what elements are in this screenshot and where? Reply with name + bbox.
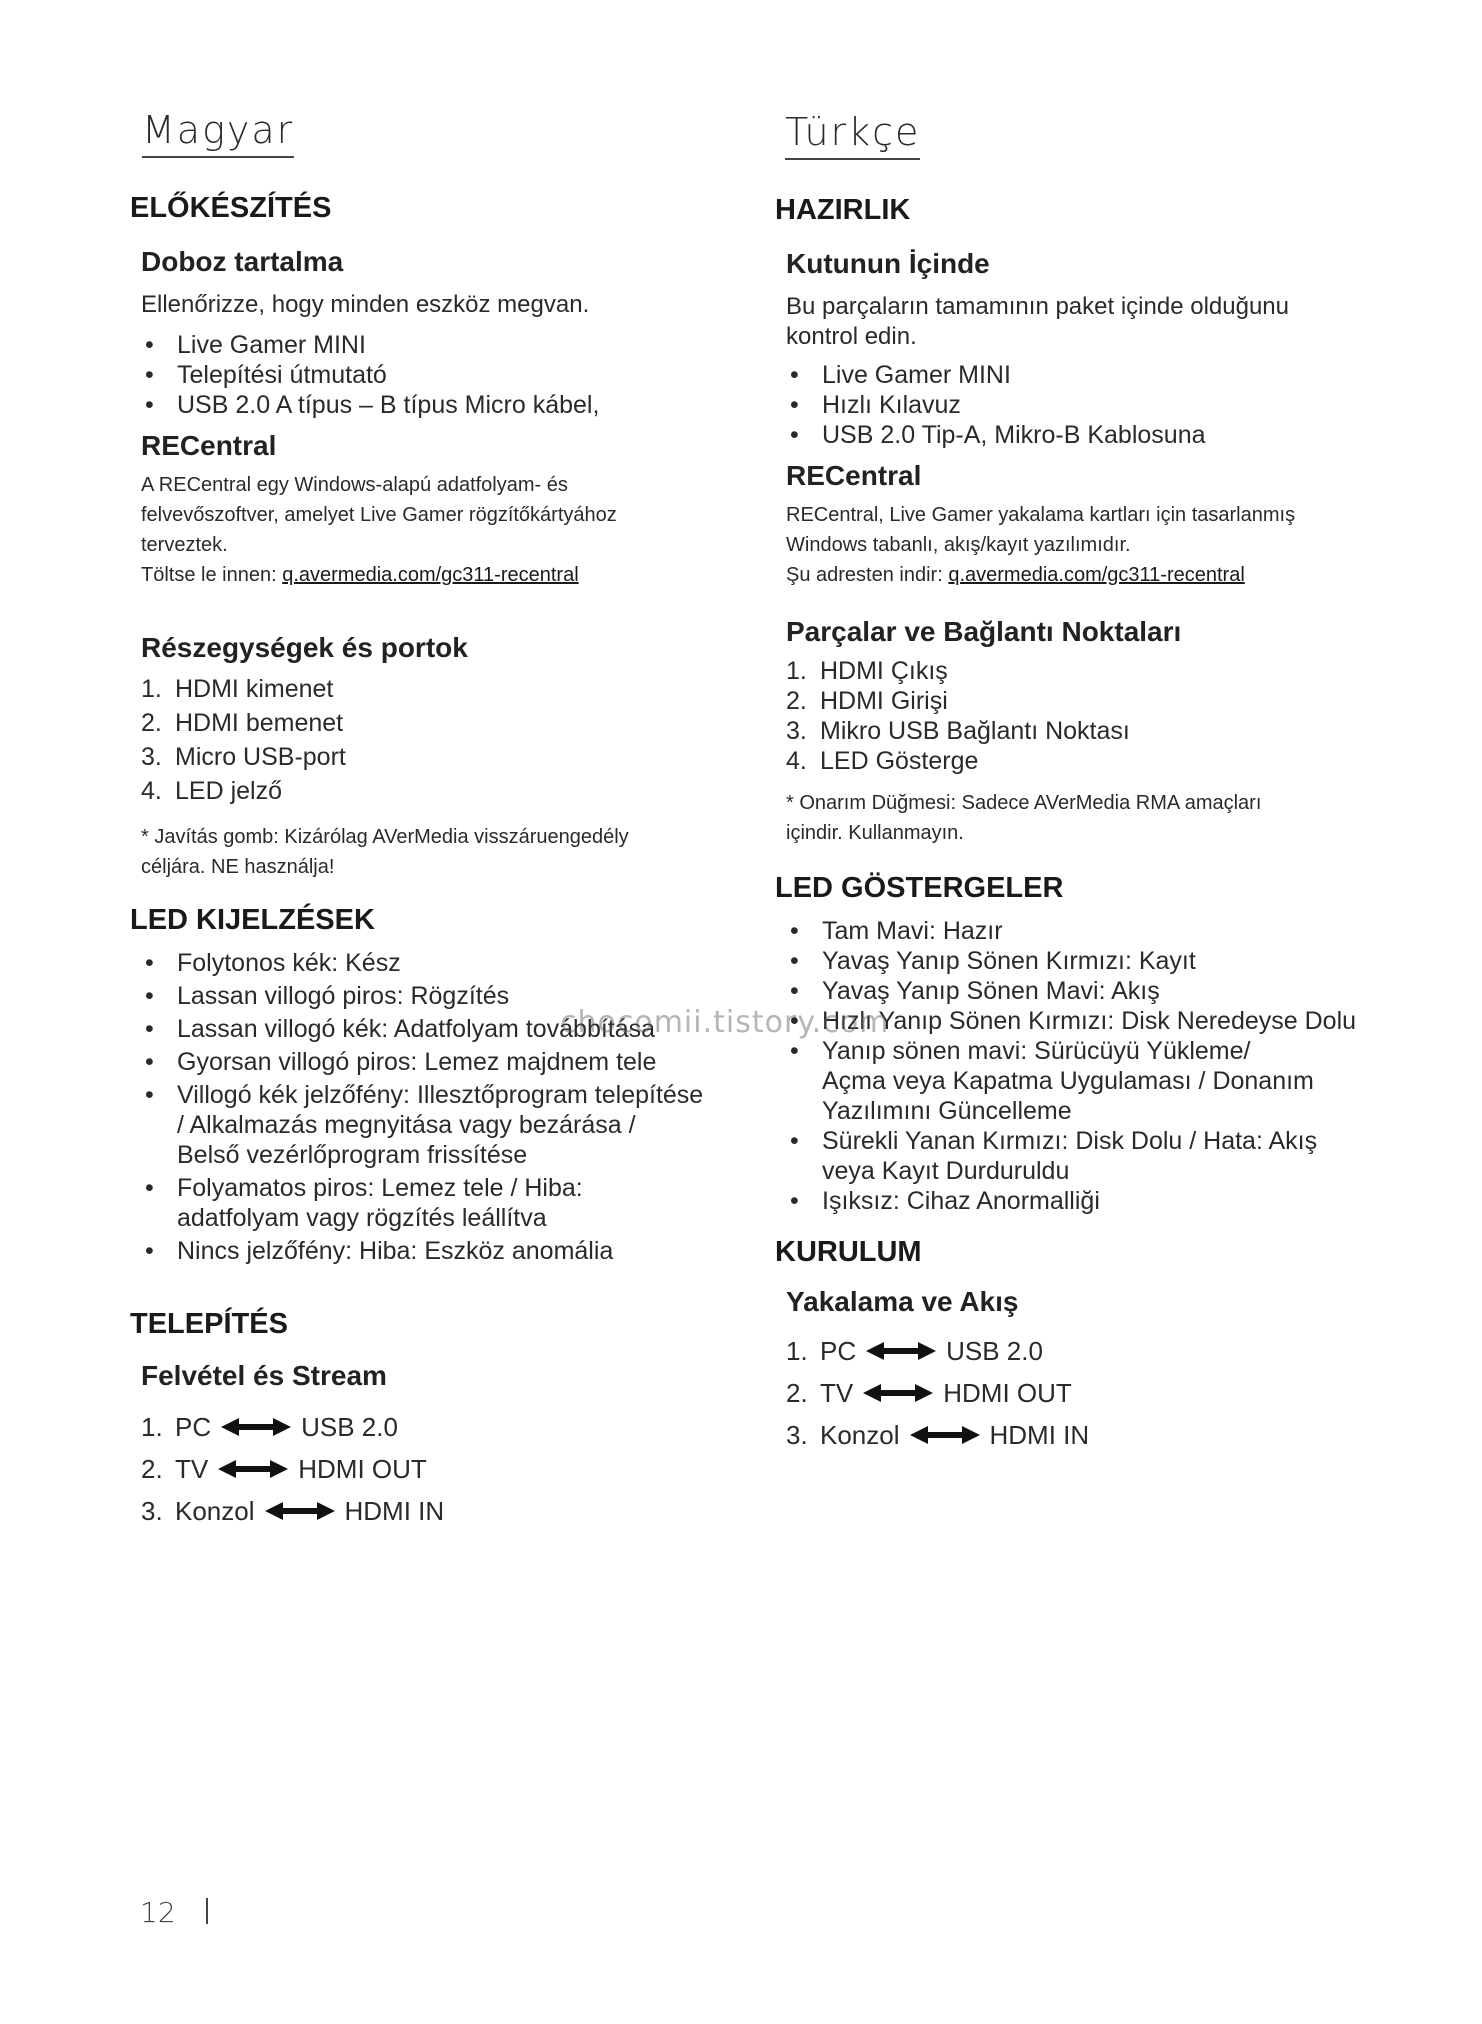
list-item: • Live Gamer MINI [141, 330, 599, 360]
parts-heading: Parçalar ve Bağlantı Noktaları [786, 616, 1182, 647]
connection-row: 3. Konzol HDMI IN [786, 1419, 1090, 1450]
list-item: • Telepítési útmutató [141, 360, 599, 390]
text-line: céljára. NE használja! [141, 856, 335, 878]
box-intro: Ellenőrizze, hogy minden eszköz megvan. [141, 291, 590, 318]
double-arrow-icon [866, 1341, 936, 1361]
box-heading: Doboz tartalma [141, 246, 344, 277]
parts-list [141, 672, 346, 808]
list-item: • Gyorsan villogó piros: Lemez majdnem tele [141, 1047, 761, 1077]
list-item: • Yanıp sönen mavi: Sürücüyü Yükleme/ Açma veya Kapatma Uygulaması / Donanım Yazılımını Güncelleme [786, 1036, 1426, 1126]
connection-row: 3. Konzol HDMI IN [141, 1495, 445, 1526]
double-arrow-icon [910, 1425, 980, 1445]
download-link[interactable]: q.avermedia.com/gc311-recentral [948, 564, 1245, 586]
double-arrow-icon [221, 1417, 291, 1437]
list-item: • Lassan villogó kék: Adatfolyam továbbítása [141, 1014, 761, 1044]
list-item: 1. HDMI Çıkış [786, 657, 948, 685]
list-item: • Hızlı Kılavuz [786, 390, 1206, 420]
text-line: * Onarım Düğmesi: Sadece AVerMedia RMA amaçları [786, 792, 1262, 814]
list-item: • Tam Mavi: Hazır [786, 916, 1426, 946]
list-item: 3. Micro USB-port [141, 743, 346, 771]
connection-list [786, 1330, 1089, 1456]
list-item: • Hızlı Yanıp Sönen Kırmızı: Disk Neredeyse Dolu [786, 1006, 1426, 1036]
repair-note [786, 788, 1261, 848]
list-item: • Folytonos kék: Kész [141, 948, 761, 978]
capture-heading: Felvétel és Stream [141, 1360, 387, 1391]
text-line: * Javítás gomb: Kizárólag AVerMedia visszáruengedély [141, 826, 629, 848]
connection-row: 1. PC USB 2.0 [786, 1335, 1043, 1366]
connection-row: 2. TV HDMI OUT [141, 1453, 427, 1484]
list-item: • Sürekli Yanan Kırmızı: Disk Dolu / Hata: Akış veya Kayıt Durduruldu [786, 1126, 1426, 1186]
language-title-wrap [785, 110, 920, 160]
list-item: • USB 2.0 A típus – B típus Micro kábel, [141, 390, 599, 420]
led-heading: LED GÖSTERGELER [775, 872, 1064, 904]
double-arrow-icon [218, 1459, 288, 1479]
repair-note [141, 822, 629, 882]
double-arrow-icon [863, 1383, 933, 1403]
download-link[interactable]: q.avermedia.com/gc311-recentral [282, 564, 579, 586]
list-item: 4. LED Gösterge [786, 747, 979, 775]
watermark: chocomii.tistory.com [560, 1005, 890, 1040]
list-item: • Işıksız: Cihaz Anormalliği [786, 1186, 1426, 1216]
install-heading: KURULUM [775, 1236, 922, 1268]
list-item: 2. HDMI bemenet [141, 709, 344, 737]
led-list [786, 916, 1426, 1216]
prep-heading: ELŐKÉSZÍTÉS [130, 192, 332, 224]
list-item: • Folyamatos piros: Lemez tele / Hiba: adatfolyam vagy rögzítés leállítva [141, 1173, 761, 1233]
double-arrow-icon [265, 1501, 335, 1521]
parts-heading: Részegységek és portok [141, 632, 468, 663]
recentral-heading: RECentral [141, 430, 277, 461]
download-line [141, 560, 617, 590]
box-items [141, 330, 599, 420]
text-line: kontrol edin. [786, 323, 917, 350]
language-title: Türkçe [785, 110, 920, 160]
connection-row: 1. PC USB 2.0 [141, 1411, 398, 1442]
list-item: • Yavaş Yanıp Sönen Mavi: Akış [786, 976, 1426, 1006]
list-item: 3. Mikro USB Bağlantı Noktası [786, 717, 1130, 745]
box-heading: Kutunun İçinde [786, 248, 990, 279]
list-item: • USB 2.0 Tip-A, Mikro-B Kablosuna [786, 420, 1206, 450]
recentral-heading: RECentral [786, 460, 922, 491]
box-items [786, 360, 1206, 450]
connection-row: 2. TV HDMI OUT [786, 1377, 1072, 1408]
text-line: terveztek. [141, 534, 228, 556]
text-line: Bu parçaların tamamının paket içinde olduğunu [786, 293, 1289, 320]
list-item: • Nincs jelzőfény: Hiba: Eszköz anomália [141, 1236, 761, 1266]
language-title-wrap [142, 108, 294, 158]
capture-heading: Yakalama ve Akış [786, 1286, 1019, 1317]
list-item: • Villogó kék jelzőfény: Illesztőprogram telepítése / Alkalmazás megnyitása vagy bezárása / Belső vezérlőprogram frissítése [141, 1080, 761, 1170]
language-title: Magyar [142, 108, 294, 158]
list-item: • Live Gamer MINI [786, 360, 1206, 390]
parts-list [786, 656, 1130, 776]
led-list [141, 948, 761, 1266]
page-number-divider [206, 1898, 208, 1924]
text-line: RECentral, Live Gamer yakalama kartları için tasarlanmış [786, 504, 1296, 526]
led-heading: LED KIJELZÉSEK [130, 904, 375, 936]
text-line: Windows tabanlı, akış/kayıt yazılımıdır. [786, 534, 1131, 556]
download-line [786, 560, 1295, 590]
install-heading: TELEPÍTÉS [130, 1308, 288, 1340]
page-number: 12 [140, 1896, 176, 1929]
box-intro [786, 292, 1289, 352]
prep-heading: HAZIRLIK [775, 194, 911, 226]
list-item: 1. HDMI kimenet [141, 675, 334, 703]
download-label: Töltse le innen: [141, 564, 283, 586]
download-label: Şu adresten indir: [786, 564, 949, 586]
recentral-description [141, 470, 617, 590]
connection-list [141, 1406, 444, 1532]
list-item: • Yavaş Yanıp Sönen Kırmızı: Kayıt [786, 946, 1426, 976]
text-line: A RECentral egy Windows-alapú adatfolyam- és [141, 474, 568, 496]
list-item: 4. LED jelző [141, 777, 282, 805]
text-line: felvevőszoftver, amelyet Live Gamer rögzítőkártyához [141, 504, 617, 526]
list-item: • Lassan villogó piros: Rögzítés [141, 981, 761, 1011]
recentral-description [786, 500, 1295, 590]
list-item: 2. HDMI Girişi [786, 687, 948, 715]
text-line: içindir. Kullanmayın. [786, 822, 964, 844]
